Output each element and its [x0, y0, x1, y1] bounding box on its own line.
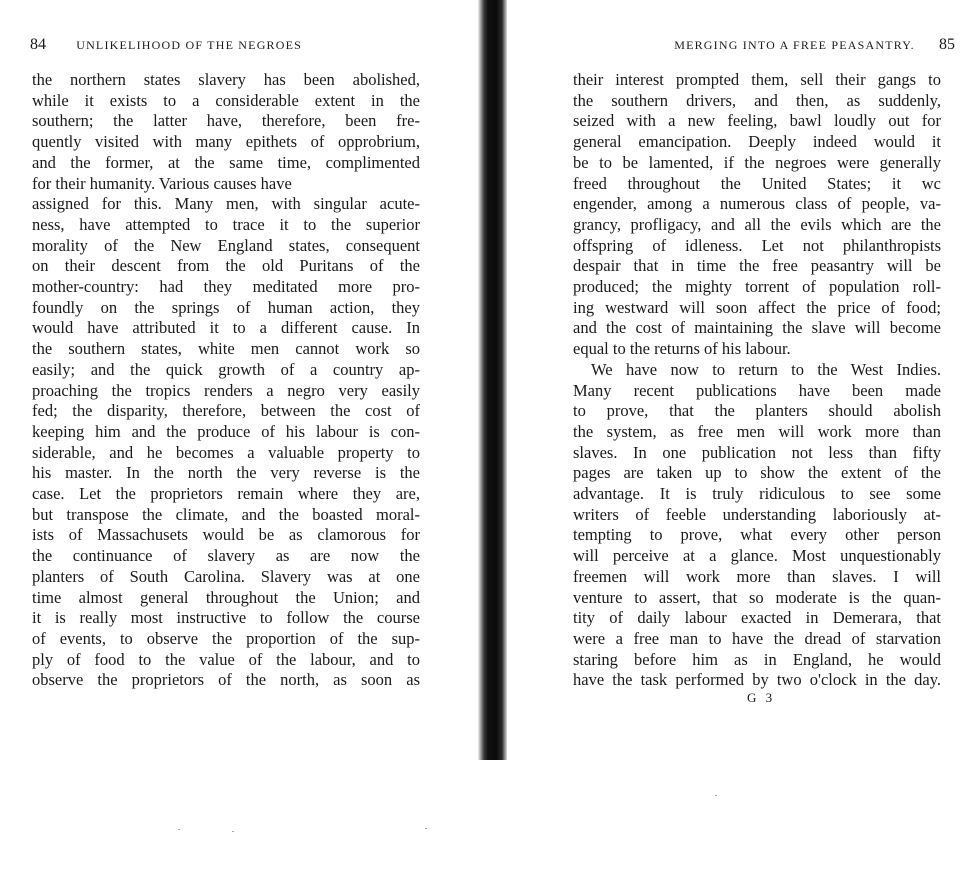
text-line: the continuance of slavery as are now the	[32, 546, 420, 566]
right-running-head: MERGING INTO A FREE PEASANTRY.	[674, 38, 915, 52]
text-line: observe the proprietors of the north, as soon as	[32, 670, 420, 690]
text-line: of events, to observe the proportion of the sup-	[32, 628, 420, 648]
text-line: the system, as free men will work more than	[573, 421, 941, 441]
right-page-text	[573, 70, 941, 691]
text-line: and the former, at the same time, complimented	[32, 152, 420, 172]
text-line: easily; and the quick growth of a country ap-	[32, 359, 420, 379]
text-line: freed throughout the United States; it wc	[573, 173, 941, 193]
left-running-head: UNLIKELIHOOD OF THE NEGROES	[76, 38, 303, 52]
left-page	[0, 0, 478, 869]
text-line: tity of daily labour exacted in Demerara, that	[573, 608, 941, 628]
text-line: keeping him and the produce of his labour is con-	[32, 421, 420, 441]
book-gutter	[478, 0, 507, 760]
text-line: freemen will work more than slaves. I will	[573, 566, 941, 586]
text-line: case. Let the proprietors remain where they are,	[32, 484, 420, 504]
signature-mark: G 3	[747, 690, 776, 705]
text-line: their interest prompted them, sell their gangs to	[573, 70, 941, 89]
paper-speck	[232, 831, 234, 832]
text-line: slaves. In one publication not less than fifty	[573, 442, 941, 462]
text-line: the southern drivers, and then, as suddenly,	[573, 90, 941, 110]
text-line: to prove, that the planters should abolish	[573, 401, 941, 421]
text-line: but transpose the climate, and the boasted moral-	[32, 504, 420, 524]
text-line: Many recent publications have been made	[573, 380, 941, 400]
text-line: ply of food to the value of the labour, and to	[32, 649, 420, 669]
text-line: quently visited with many epithets of opprobrium,	[32, 132, 420, 152]
text-line: southern; the latter have, therefore, been fre-	[32, 111, 420, 131]
text-line: it is really most instructive to follow the course	[32, 608, 420, 628]
text-line: staring before him as in England, he would	[573, 649, 941, 669]
text-line: ists of Massachusets would be as clamorous for	[32, 525, 420, 545]
text-line: on their descent from the old Puritans of the	[32, 256, 420, 276]
text-line: morality of the New England states, consequent	[32, 235, 420, 255]
text-line: despair that in time the free peasantry will be	[573, 256, 941, 276]
text-line: proaching the tropics renders a negro very easily	[32, 380, 420, 400]
text-line: the northern states slavery has been abolished,	[32, 70, 420, 89]
left-page-header	[30, 36, 430, 56]
text-line: planters of South Carolina. Slavery was at one	[32, 566, 420, 586]
left-page-text	[32, 70, 420, 691]
text-line: writers of feeble understanding laboriously at-	[573, 504, 941, 524]
right-page-number: 85	[939, 36, 955, 53]
text-line: general emancipation. Deeply indeed would it	[573, 132, 941, 152]
text-line: engender, among a numerous class of people, va-	[573, 194, 941, 214]
text-line: while it exists to a considerable extent in the	[32, 90, 420, 110]
paper-speck	[715, 795, 717, 796]
text-line: for their humanity. Various causes have	[32, 173, 292, 193]
text-line: ness, have attempted to trace it to the superior	[32, 214, 420, 234]
text-line: have the task performed by two o'clock in the day.	[573, 670, 941, 690]
text-line: We have now to return to the West Indies.	[591, 359, 941, 379]
text-line: would have attributed it to a different cause. In	[32, 318, 420, 338]
paper-speck	[425, 828, 427, 829]
text-line: equal to the returns of his labour.	[573, 339, 791, 359]
text-line: ing westward will soon affect the price of food;	[573, 297, 941, 317]
text-line: foundly on the springs of human action, they	[32, 297, 420, 317]
text-line: will perceive at a glance. Most unquestionably	[573, 546, 941, 566]
text-line: tempting to prove, what every other person	[573, 525, 941, 545]
left-page-number: 84	[30, 36, 46, 53]
right-page	[507, 0, 980, 869]
text-line: siderable, and he becomes a valuable property to	[32, 442, 420, 462]
text-line: venture to assert, that so moderate is the quan-	[573, 587, 941, 607]
text-line: be to be lamented, if the negroes were generally	[573, 152, 941, 172]
text-line: pages are taken up to show the extent of the	[573, 463, 941, 483]
text-line: and the cost of maintaining the slave will become	[573, 318, 941, 338]
paper-speck	[178, 829, 180, 830]
right-page-header	[625, 36, 955, 56]
text-line: seized with a new feeling, bawl loudly out for	[573, 111, 941, 131]
text-line: advantage. It is truly ridiculous to see some	[573, 484, 941, 504]
text-line: were a free man to have the dread of starvation	[573, 628, 941, 648]
text-line: grancy, profligacy, and all the evils which are the	[573, 214, 941, 234]
text-line: offspring of idleness. Let not philanthropists	[573, 235, 941, 255]
text-line: the southern states, white men cannot work so	[32, 339, 420, 359]
text-line: time almost general throughout the Union; and	[32, 587, 420, 607]
text-line: mother-country: had they meditated more pro-	[32, 277, 420, 297]
text-line: assigned for this. Many men, with singular acute-	[32, 194, 420, 214]
text-line: fed; the disparity, therefore, between the cost of	[32, 401, 420, 421]
text-line: produced; the mighty torrent of population roll-	[573, 277, 941, 297]
text-line: his master. In the north the very reverse is the	[32, 463, 420, 483]
